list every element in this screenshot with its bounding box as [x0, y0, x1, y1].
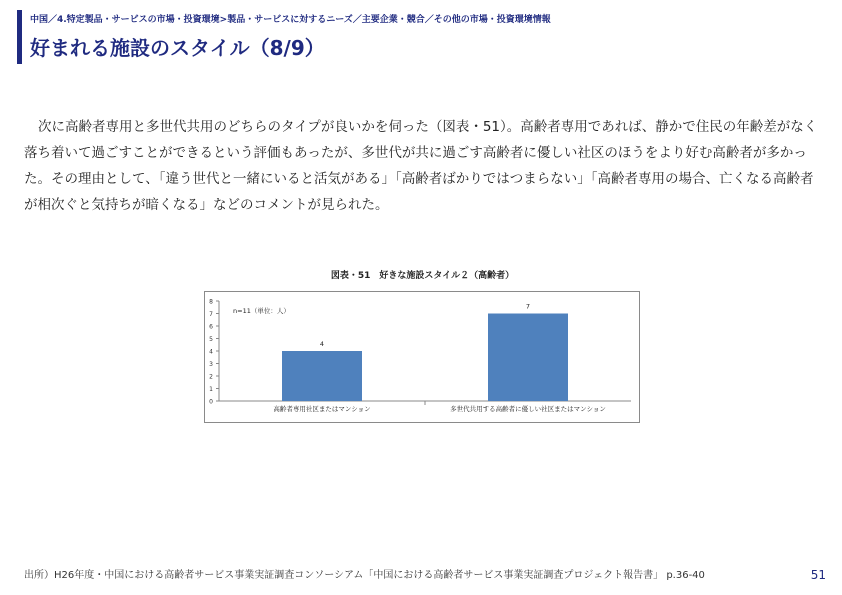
bar: [488, 314, 568, 402]
y-tick-label: 1: [209, 386, 213, 393]
y-tick-label: 5: [209, 336, 213, 343]
title-accent-bar: [17, 10, 22, 64]
y-tick-label: 3: [209, 361, 213, 368]
bar: [282, 351, 362, 401]
footer-source: 出所）H26年度・中国における高齢者サービス事業実証調査コンソーシアム「中国における高齢者サービス事業実証調査プロジェクト報告書」 p.36-40: [24, 570, 705, 581]
x-category-label: 多世代共用する高齢者に優しい社区またはマンション: [450, 405, 606, 413]
breadcrumb: 中国／4.特定製品・サービスの市場・投資環境>製品・サービスに対するニーズ／主要企業・競合／その他の市場・投資環境情報: [30, 15, 551, 25]
bar-chart: [204, 291, 640, 423]
chart-title: 図表・51 好きな施設スタイル２（高齢者）: [330, 271, 515, 281]
body-paragraph: 次に高齢者専用と多世代共用のどちらのタイプが良いかを伺った（図表・51）。高齢者専用であれば、静かで住民の年齢差がなく落ち着いて過ごすことができるという評価もあったが、多世代が共に過ごす高齢者に優しい社区のほうをより好む高齢者が多かった。その理由として、「違う世代と一緒にいると活気がある」「高齢者ばかりではつまらない」「高齢者専用の場合、亡くなる高齢者が相次ぐと気持ちが暗くなる」などのコメントが見られた。: [24, 119, 818, 213]
y-tick-label: 8: [209, 298, 213, 306]
page-number: 51: [810, 568, 826, 582]
y-tick-label: 4: [209, 348, 213, 356]
y-tick-label: 6: [209, 323, 213, 331]
bar-value-label: 7: [525, 302, 531, 311]
y-tick-label: 0: [209, 398, 213, 406]
y-tick-label: 7: [209, 311, 213, 318]
bar-value-label: 4: [319, 340, 325, 348]
bar-chart-svg: [205, 292, 641, 424]
page-title: 好まれる施設のスタイル（8/9）: [30, 36, 325, 60]
y-tick-label: 2: [209, 373, 213, 381]
x-category-label: 高齢者専用社区またはマンション: [273, 405, 371, 413]
chart-annotation: n=11（単位：人）: [233, 307, 290, 315]
